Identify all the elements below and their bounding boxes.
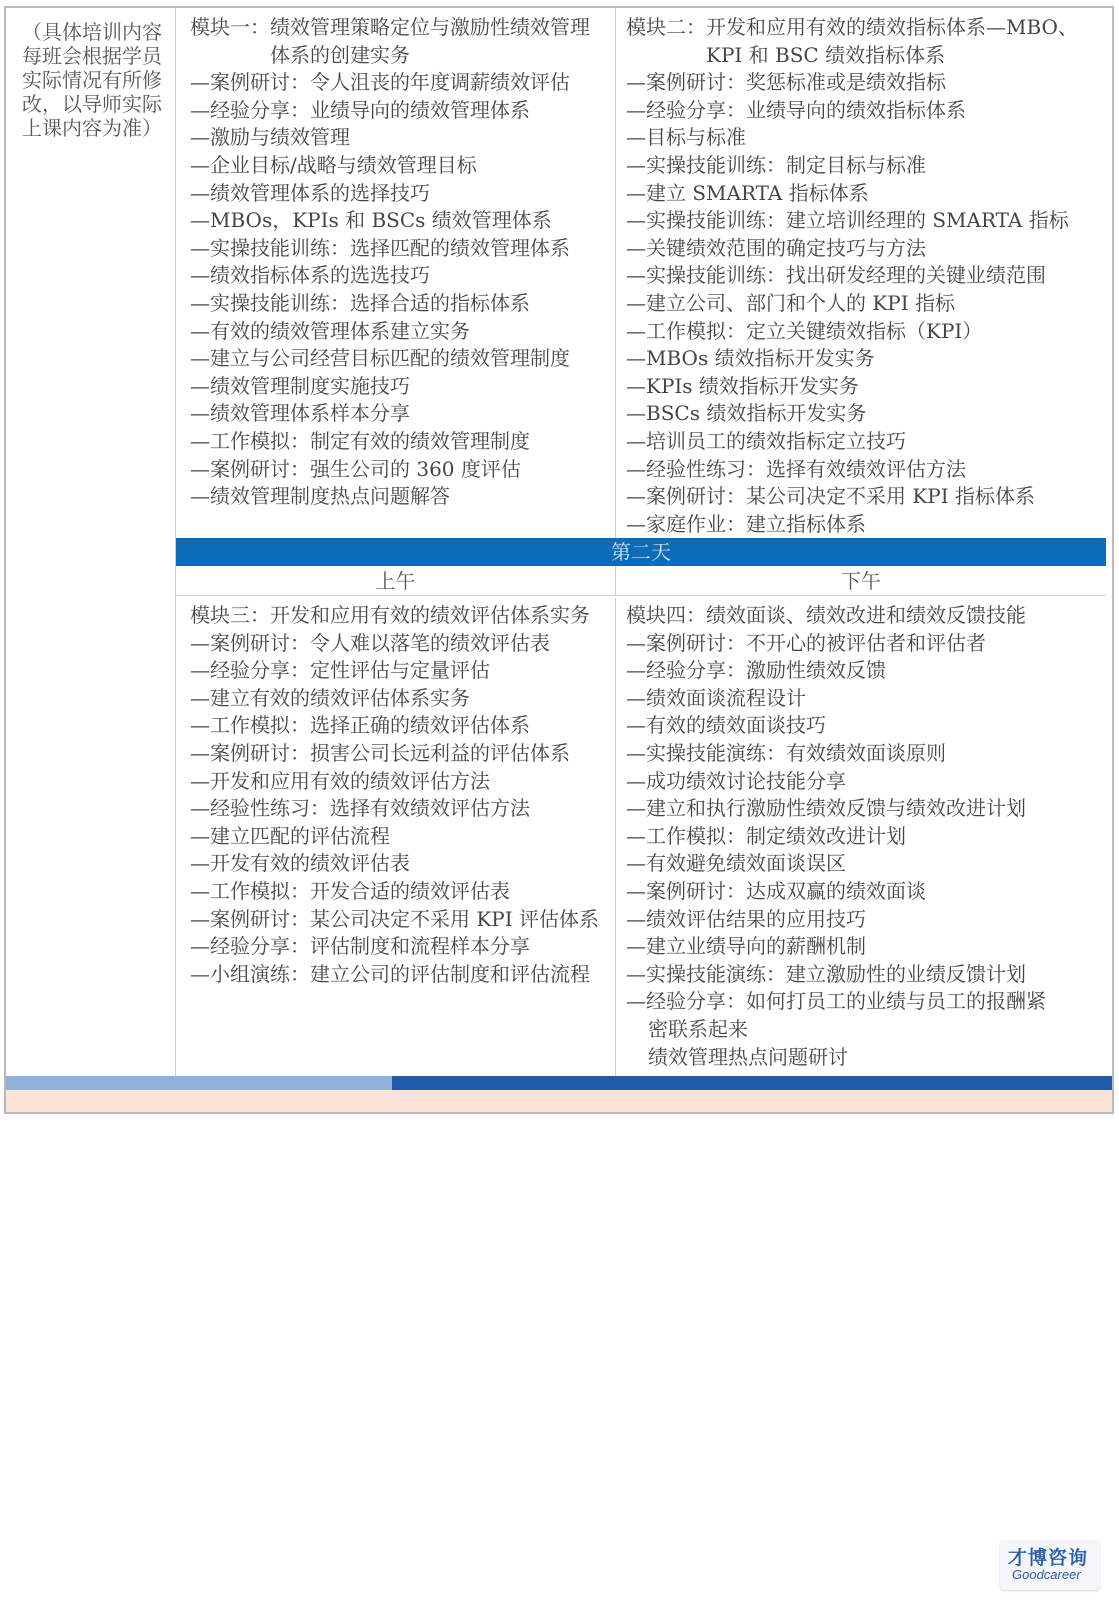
list-item: —目标与标准: [626, 125, 746, 150]
list-item: —案例研讨：不开心的被评估者和评估者: [626, 630, 986, 655]
list-item: —MBOs，KPIs 和 BSCs 绩效管理体系: [190, 208, 552, 233]
list-item: —案例研讨：达成双赢的绩效面谈: [626, 878, 926, 903]
list-item-continuation: 绩效管理热点问题研讨: [648, 1044, 848, 1069]
list-item: —绩效指标体系的选选技巧: [190, 263, 430, 288]
list-item: —实操技能训练：制定目标与标准: [626, 152, 926, 177]
list-item: —实操技能训练：选择匹配的绩效管理体系: [190, 235, 570, 260]
company-logo: [1000, 1540, 1100, 1590]
list-item: —实操技能训练：找出研发经理的关键业绩范围: [626, 263, 1046, 288]
list-item: —经验分享：评估制度和流程样本分享: [190, 934, 530, 959]
list-item: —BSCs 绩效指标开发实务: [626, 401, 867, 426]
list-item: —培训员工的绩效指标定立技巧: [626, 428, 906, 453]
list-item: —关键绩效范围的确定技巧与方法: [626, 235, 926, 260]
module-4-cell: [616, 598, 1112, 1076]
list-item: —建立和执行激励性绩效反馈与绩效改进计划: [626, 796, 1026, 821]
list-item: —有效的绩效管理体系建立实务: [190, 318, 470, 343]
list-item: —经验分享：业绩导向的绩效管理体系: [190, 97, 530, 122]
module-1-title-prefix: 模块一：: [190, 15, 270, 39]
list-item: —有效的绩效面谈技巧: [626, 713, 826, 738]
list-item: —激励与绩效管理: [190, 125, 350, 150]
list-item: —经验分享：如何打员工的业绩与员工的报酬紧: [626, 989, 1046, 1014]
list-item-continuation: 密联系起来: [648, 1016, 748, 1041]
module-2-cell: [616, 8, 1112, 538]
list-item: —绩效管理制度实施技巧: [190, 373, 410, 398]
list-item: —建立匹配的评估流程: [190, 823, 390, 848]
module-1-cell: [176, 8, 616, 538]
list-item: —案例研讨：令人难以落笔的绩效评估表: [190, 630, 550, 655]
morning-header: 上午: [176, 566, 616, 596]
list-item: —经验分享：定性评估与定量评估: [190, 658, 490, 683]
list-item: —案例研讨：损害公司长远利益的评估体系: [190, 740, 570, 765]
module-2-title-prefix: 模块二：: [626, 15, 706, 39]
footer-bar-light: [6, 1076, 392, 1090]
logo-chinese-text: 才博咨询: [1008, 1547, 1089, 1569]
list-item: —成功绩效讨论技能分享: [626, 768, 846, 793]
module-3-title-prefix: 模块三：: [190, 603, 270, 627]
footer-bar-dark: [392, 1076, 1112, 1090]
list-item: —建立 SMARTA 指标体系: [626, 180, 869, 205]
list-item: —建立公司、部门和个人的 KPI 指标: [626, 290, 956, 315]
list-item: —实操技能演练：建立激励性的业绩反馈计划: [626, 961, 1026, 986]
list-item: —案例研讨：奖惩标准或是绩效指标: [626, 70, 946, 95]
list-item: —经验性练习：选择有效绩效评估方法: [190, 796, 530, 821]
list-item: —绩效管理体系样本分享: [190, 401, 410, 426]
list-item: —开发和应用有效的绩效评估方法: [190, 768, 490, 793]
list-item: —企业目标/战略与绩效管理目标: [190, 152, 477, 177]
list-item: —案例研讨：强生公司的 360 度评估: [190, 456, 521, 481]
list-item: —开发有效的绩效评估表: [190, 851, 410, 876]
list-item: —绩效管理制度热点问题解答: [190, 484, 450, 509]
list-item: —工作模拟：制定有效的绩效管理制度: [190, 428, 530, 453]
list-item: —建立与公司经营目标匹配的绩效管理制度: [190, 346, 570, 371]
list-item: —经验分享：激励性绩效反馈: [626, 658, 886, 683]
list-item: —工作模拟：制定绩效改进计划: [626, 823, 906, 848]
list-item: —小组演练：建立公司的评估制度和评估流程: [190, 961, 590, 986]
list-item: —工作模拟：定立关键绩效指标（KPI）: [626, 318, 983, 343]
list-item: —KPIs 绩效指标开发实务: [626, 373, 859, 398]
module-1-title: [190, 14, 607, 69]
afternoon-header: 下午: [616, 566, 1106, 596]
module-2-title: [626, 14, 1104, 69]
module-4-title: 模块四：绩效面谈、绩效改进和绩效反馈技能: [626, 603, 1026, 627]
list-item: —绩效管理体系的选择技巧: [190, 180, 430, 205]
logo-english-text: Goodcareer: [1012, 1567, 1081, 1582]
list-item: —工作模拟：选择正确的绩效评估体系: [190, 713, 530, 738]
list-item: —家庭作业：建立指标体系: [626, 511, 866, 536]
module-3-title: [190, 602, 607, 630]
list-item: —案例研讨：某公司决定不采用 KPI 评估体系: [190, 906, 600, 931]
module-1-title-text: 绩效管理策略定位与激励性绩效管理体系的创建实务: [270, 15, 590, 67]
list-item: —实操技能演练：有效绩效面谈原则: [626, 740, 946, 765]
list-item: —建立业绩导向的薪酬机制: [626, 934, 866, 959]
module-3-cell: [176, 598, 616, 1076]
list-item: —MBOs 绩效指标开发实务: [626, 346, 875, 371]
course-table: [4, 6, 1114, 1114]
footer-band: [6, 1090, 1112, 1112]
list-item: —实操技能训练：选择合适的指标体系: [190, 290, 530, 315]
list-item: —工作模拟：开发合适的绩效评估表: [190, 878, 510, 903]
module-3-title-text: 开发和应用有效的绩效评估体系实务: [270, 603, 590, 627]
module-2-title-text: 开发和应用有效的绩效指标体系—MBO、KPI 和 BSC 绩效指标体系: [706, 15, 1078, 67]
list-item: —绩效面谈流程设计: [626, 685, 806, 710]
content-note: （具体培训内容每班会根据学员实际情况有所修改，以导师实际上课内容为准）: [6, 8, 176, 1076]
list-item: —实操技能训练：建立培训经理的 SMARTA 指标: [626, 208, 1069, 233]
list-item: —经验分享：业绩导向的绩效指标体系: [626, 97, 966, 122]
list-item: —经验性练习：选择有效绩效评估方法: [626, 456, 966, 481]
list-item: —绩效评估结果的应用技巧: [626, 906, 866, 931]
list-item: —有效避免绩效面谈误区: [626, 851, 846, 876]
list-item: —案例研讨：某公司决定不采用 KPI 指标体系: [626, 484, 1036, 509]
day-two-header: 第二天: [176, 538, 1106, 566]
list-item: —建立有效的绩效评估体系实务: [190, 685, 470, 710]
list-item: —案例研讨：令人沮丧的年度调薪绩效评估: [190, 70, 570, 95]
